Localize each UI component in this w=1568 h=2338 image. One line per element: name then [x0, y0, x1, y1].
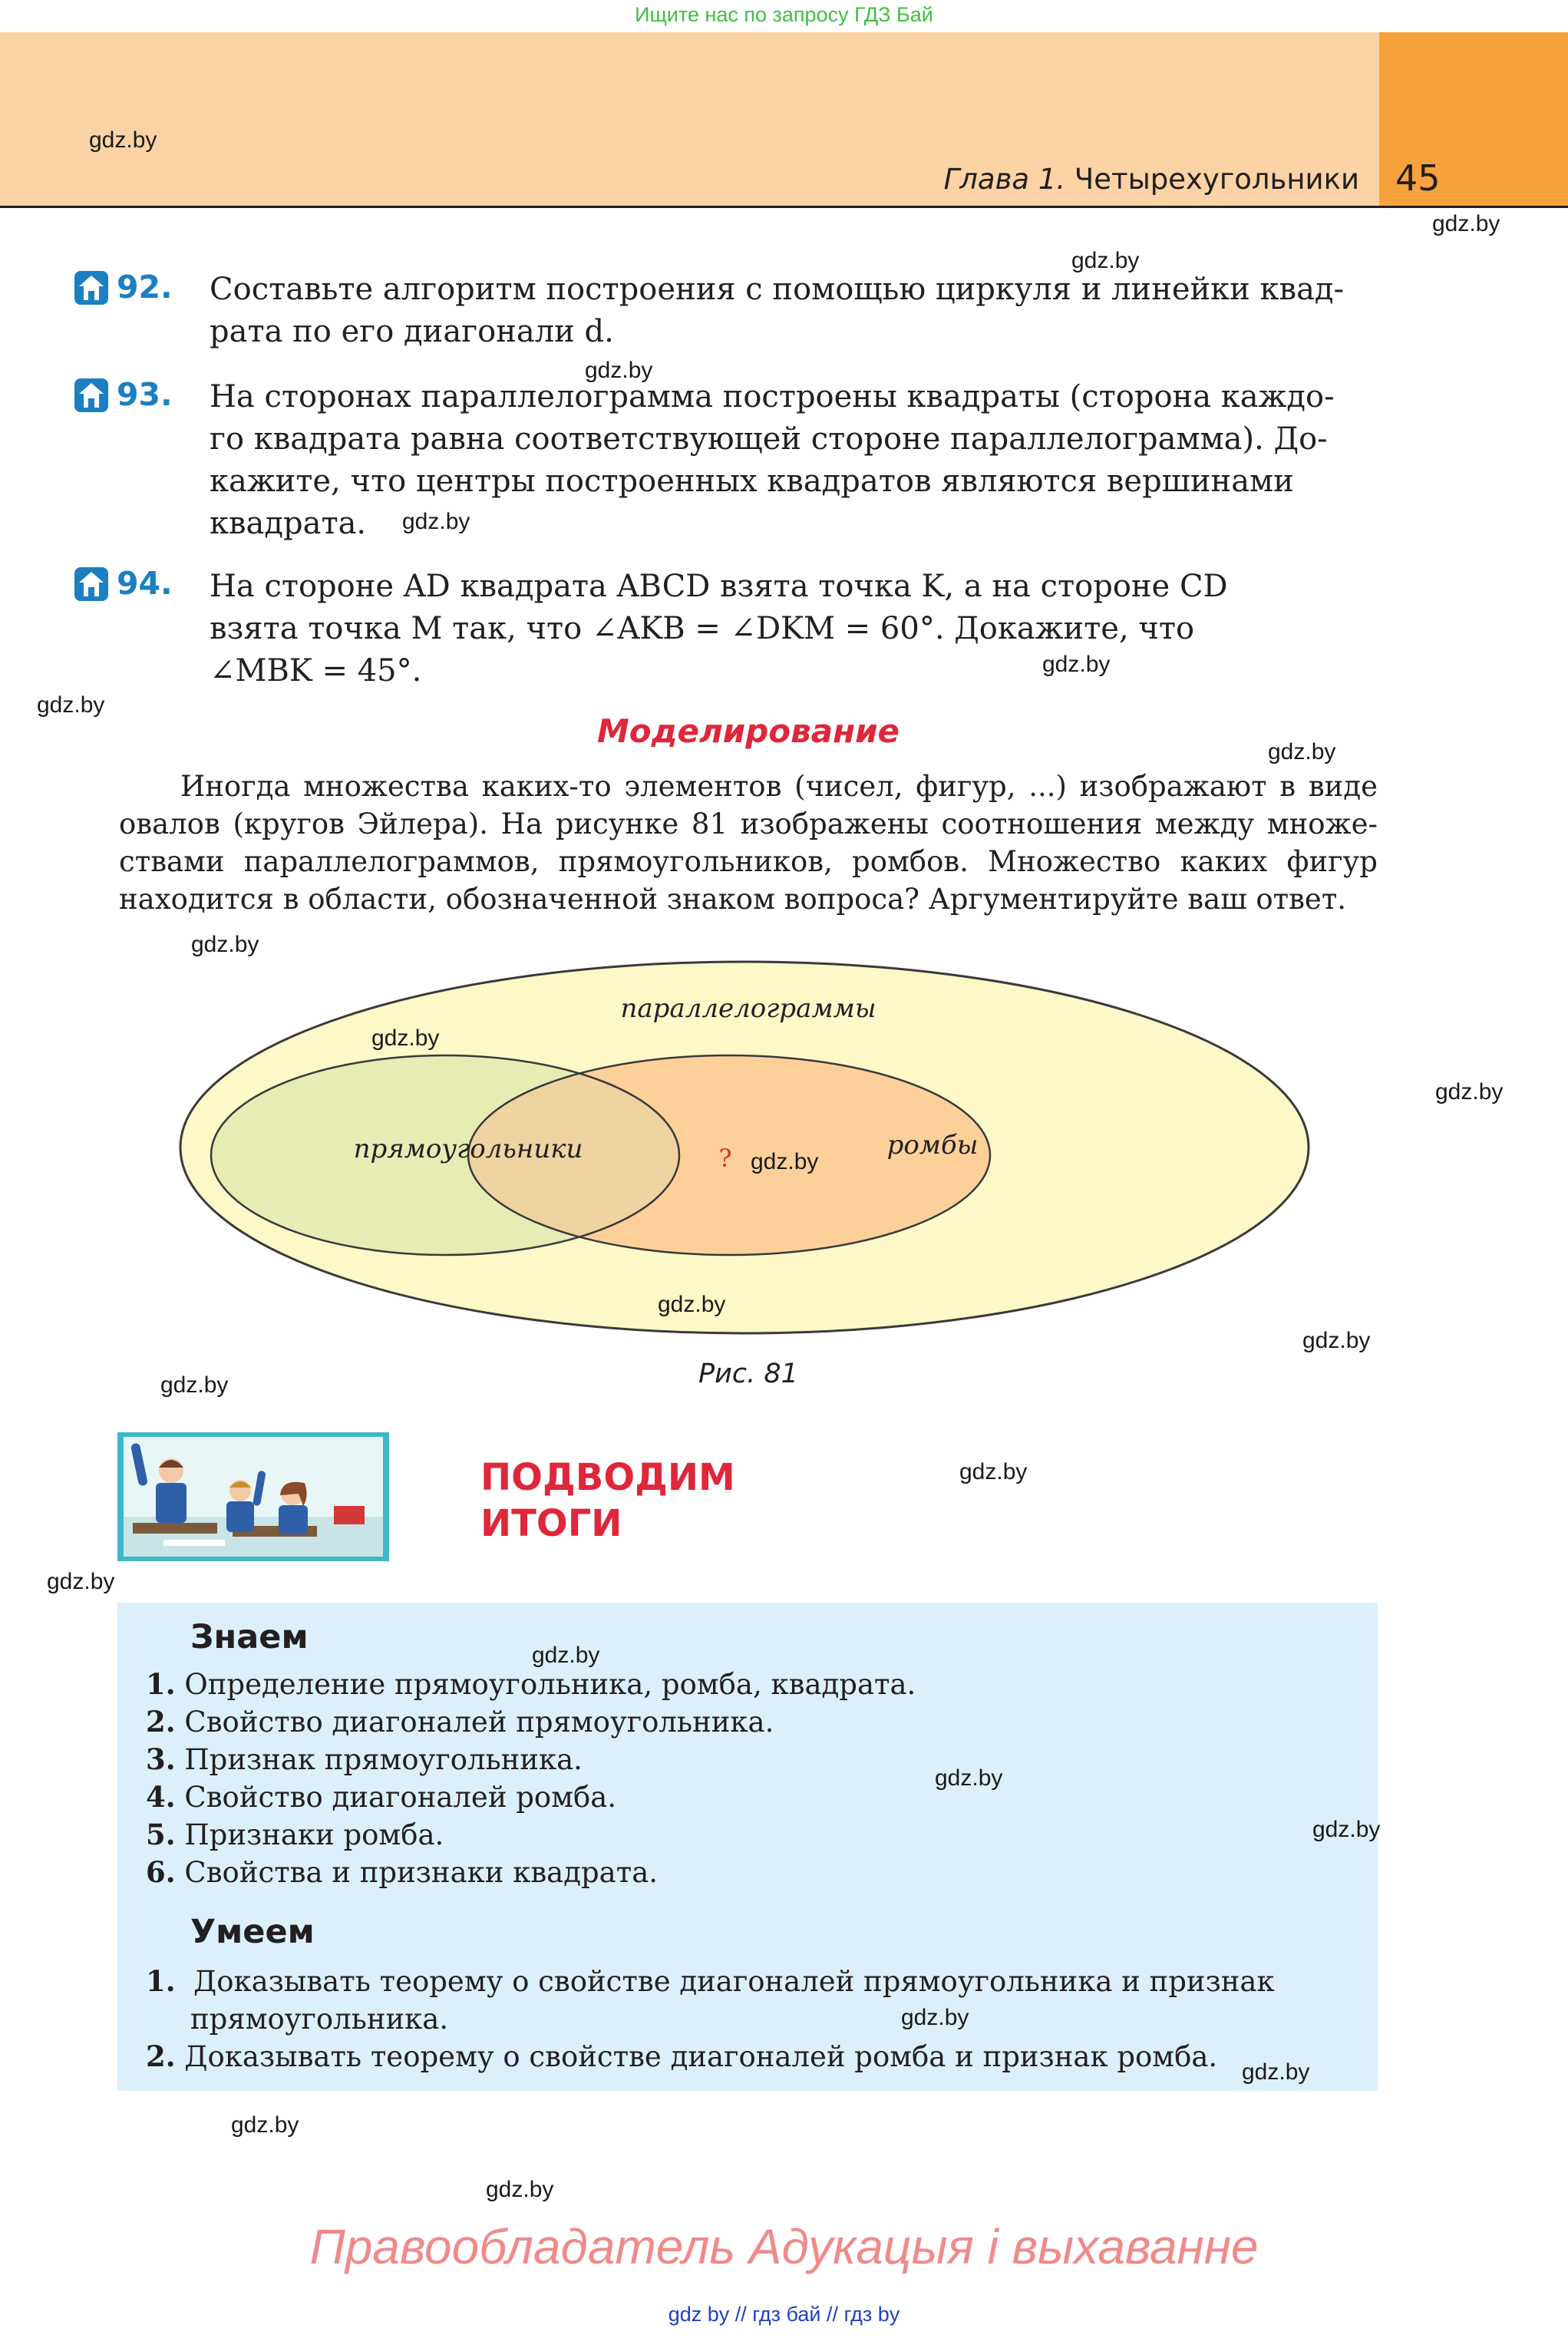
problem-92-number: 92.	[117, 269, 173, 305]
modeling-line: овалов (кругов Эйлера). На рисунке 81 изображены соотношения между множе-	[119, 807, 1378, 840]
watermark: gdz.by	[231, 2112, 299, 2138]
watermark: gdz.by	[89, 127, 157, 153]
can-item-continuation: прямоугольника.	[190, 2003, 449, 2036]
watermark: gdz.by	[1071, 248, 1140, 273]
problem-94-number: 94.	[117, 565, 173, 602]
know-item	[146, 1666, 916, 1703]
know-item	[146, 1778, 616, 1816]
watermark: gdz.by	[1302, 1328, 1371, 1353]
know-item	[146, 1816, 444, 1854]
know-item-text: Свойство диагоналей прямоугольника.	[184, 1706, 774, 1739]
question-mark: ?	[718, 1144, 732, 1173]
watermark: gdz.by	[486, 2177, 554, 2202]
watermark: gdz.by	[1242, 2059, 1310, 2085]
know-item-text: Свойства и признаки квадрата.	[184, 1856, 659, 1889]
problem-92-line: рата по его диагонали d.	[210, 314, 614, 349]
modeling-text	[119, 768, 1378, 918]
problem-94-line: На стороне AD квадрата ABCD взята точка K, а на стороне CD	[210, 569, 1228, 604]
watermark: gdz.by	[371, 1025, 440, 1051]
watermark: gdz.by	[658, 1292, 726, 1317]
top-banner[interactable]: Ищите нас по запросу ГДЗ Бай	[635, 3, 933, 26]
know-heading: Знаем	[190, 1618, 309, 1656]
know-item-number: 3.	[146, 1742, 176, 1776]
can-heading: Умеем	[190, 1913, 315, 1951]
watermark: gdz.by	[37, 692, 105, 718]
modeling-line: находится в области, обозначенной знаком вопроса? Аргументируйте ваш ответ.	[119, 883, 1347, 916]
house-icon	[74, 378, 109, 413]
summary-title-line: ПОДВОДИМ	[480, 1456, 735, 1499]
problem-92-line: Составьте алгоритм построения с помощью циркуля и линейки квад-	[210, 272, 1345, 307]
know-item-text: Свойство диагоналей ромба.	[184, 1781, 617, 1814]
problem-93-line: На сторонах параллелограмма построены квадраты (сторона каждо-	[210, 379, 1335, 414]
copyright-notice: Правообладатель Адукацыя і выхаванне	[309, 2219, 1259, 2274]
know-item	[146, 1741, 583, 1778]
can-item-number: 2.	[146, 2039, 176, 2073]
can-item	[146, 1963, 1351, 2000]
can-item	[146, 2038, 1217, 2075]
parallelograms-label: параллелограммы	[620, 993, 876, 1024]
know-item-number: 1.	[146, 1667, 176, 1701]
problem-94-line: взята точка M так, что ∠AKB = ∠DKM = 60°. Докажите, что	[210, 611, 1195, 646]
watermark: gdz.by	[1312, 1817, 1381, 1842]
watermark: gdz.by	[160, 1372, 229, 1398]
know-item-number: 5.	[146, 1818, 176, 1851]
problem-93-number: 93.	[117, 376, 173, 413]
footer-links[interactable]: gdz by // гдз бай // гдз by	[668, 2303, 900, 2326]
watermark: gdz.by	[1268, 739, 1336, 764]
modeling-title: Моделирование	[596, 712, 900, 750]
problem-92-text	[210, 269, 1378, 353]
page-number: 45	[1395, 157, 1441, 199]
problem-93-text	[210, 376, 1378, 545]
summary-title-line: ИТОГИ	[480, 1502, 622, 1545]
modeling-line: Иногда множества каких-то элементов (чисел, фигур, ...) изображают в виде	[180, 770, 1378, 803]
watermark: gdz.by	[901, 2005, 969, 2030]
know-item-text: Признак прямоугольника.	[184, 1743, 583, 1776]
chapter-heading	[944, 163, 1359, 196]
rectangles-label: прямоугольники	[353, 1134, 583, 1164]
watermark: gdz.by	[47, 1569, 115, 1594]
summary-title	[480, 1455, 735, 1547]
watermark: gdz.by	[959, 1459, 1028, 1484]
figure-caption: Рис. 81	[698, 1359, 798, 1389]
know-item-number: 2.	[146, 1705, 176, 1739]
watermark: gdz.by	[585, 358, 653, 383]
problem-93-line: квадрата.	[210, 506, 367, 541]
problem-93-line: кажите, что центры построенных квадратов являются вершинами	[210, 464, 1294, 499]
know-item	[146, 1703, 774, 1741]
modeling-line: ствами параллелограммов, прямоугольников, ромбов. Множество каких фигур	[119, 845, 1378, 878]
know-item-number: 4.	[146, 1780, 176, 1814]
watermark: gdz.by	[1042, 652, 1111, 677]
watermark: gdz.by	[191, 932, 259, 957]
chapter-label: Глава 1.	[943, 163, 1066, 196]
know-item-number: 6.	[146, 1855, 176, 1889]
watermark: gdz.by	[532, 1643, 600, 1668]
venn-diagram	[177, 952, 1312, 1343]
problem-93-line: го квадрата равна соответствующей стороне параллелограмма). До-	[210, 421, 1328, 457]
house-icon	[74, 270, 109, 305]
pupils-illustration	[117, 1432, 389, 1561]
can-item-number: 1.	[146, 1964, 176, 1998]
watermark: gdz.by	[751, 1149, 819, 1174]
header-rule	[0, 206, 1568, 208]
problem-94-text	[210, 566, 1378, 692]
know-item-text: Определение прямоугольника, ромба, квадрата.	[184, 1668, 916, 1701]
rhombuses-label: ромбы	[886, 1130, 979, 1161]
watermark: gdz.by	[935, 1765, 1003, 1791]
know-item-text: Признаки ромба.	[184, 1818, 444, 1851]
watermark: gdz.by	[402, 509, 470, 534]
can-item-text: Доказывать теорему о свойстве диагоналей ромба и признак ромба.	[184, 2040, 1218, 2073]
house-icon	[74, 566, 109, 602]
know-item	[146, 1854, 658, 1891]
chapter-title: Четырехугольники	[1074, 163, 1359, 196]
problem-94-line: ∠MBK = 45°.	[210, 653, 422, 689]
can-item-text: Доказывать теорему о свойстве диагоналей прямоугольника и признак	[193, 1965, 1275, 1998]
watermark: gdz.by	[1432, 211, 1500, 236]
watermark: gdz.by	[1435, 1079, 1504, 1105]
